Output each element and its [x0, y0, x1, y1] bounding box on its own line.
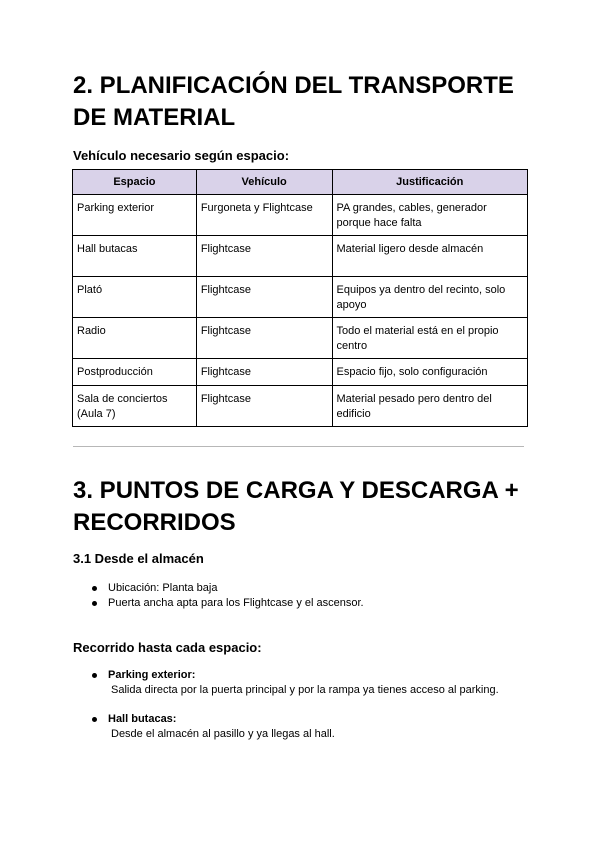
cell-justificacion: Material ligero desde almacén: [332, 236, 528, 277]
cell-espacio: Postproducción: [73, 359, 197, 386]
header-vehiculo: Vehículo: [196, 170, 332, 195]
cell-espacio: Sala de conciertos (Aula 7): [73, 386, 197, 427]
subsection-3-1-heading: 3.1 Desde el almacén: [73, 551, 204, 566]
cell-vehiculo: Flightcase: [196, 318, 332, 359]
table-row: [73, 277, 528, 318]
route-item-hall: [92, 712, 335, 742]
cell-espacio: Hall butacas: [73, 236, 197, 277]
section-3-heading: 3. PUNTOS DE CARGA Y DESCARGA + RECORRIDOS: [73, 477, 519, 536]
vehicle-table: [72, 169, 528, 427]
route-item-parking: [92, 668, 499, 698]
cell-vehiculo: Flightcase: [196, 277, 332, 318]
almacen-bullet-list: [92, 581, 364, 611]
cell-justificacion: Equipos ya dentro del recinto, solo apoyo: [332, 277, 528, 318]
vehicle-table-caption: Vehículo necesario según espacio:: [73, 148, 290, 163]
cell-vehiculo: Flightcase: [196, 386, 332, 427]
table-row: [73, 195, 528, 236]
cell-justificacion: Material pesado pero dentro del edificio: [332, 386, 528, 427]
route-name: Hall butacas:: [108, 713, 177, 725]
cell-vehiculo: Flightcase: [196, 236, 332, 277]
table-row: [73, 236, 528, 277]
cell-espacio: Parking exterior: [73, 195, 197, 236]
table-header-row: [73, 170, 528, 195]
list-item: Ubicación: Planta baja: [92, 581, 364, 596]
cell-justificacion: PA grandes, cables, generador porque hace falta: [332, 195, 528, 236]
section-2-heading: 2. PLANIFICACIÓN DEL TRANSPORTE DE MATERIAL: [73, 72, 514, 131]
horizontal-divider: [73, 446, 524, 447]
list-item: Puerta ancha apta para los Flightcase y el ascensor.: [92, 596, 364, 611]
table-row: [73, 318, 528, 359]
route-name: Parking exterior:: [108, 669, 196, 681]
bullet-dot-icon: [92, 673, 97, 678]
cell-vehiculo: Flightcase: [196, 359, 332, 386]
cell-justificacion: Todo el material está en el propio centro: [332, 318, 528, 359]
route-description: Desde el almacén al pasillo y ya llegas al hall.: [111, 728, 335, 740]
cell-justificacion: Espacio fijo, solo configuración: [332, 359, 528, 386]
cell-espacio: Plató: [73, 277, 197, 318]
header-espacio: Espacio: [73, 170, 197, 195]
route-description: Salida directa por la puerta principal y por la rampa ya tienes acceso al parking.: [111, 684, 499, 696]
header-justificacion: Justificación: [332, 170, 528, 195]
cell-espacio: Radio: [73, 318, 197, 359]
routes-heading: Recorrido hasta cada espacio:: [73, 640, 262, 655]
bullet-dot-icon: [92, 717, 97, 722]
table-row: [73, 386, 528, 427]
cell-vehiculo: Furgoneta y Flightcase: [196, 195, 332, 236]
table-row: [73, 359, 528, 386]
